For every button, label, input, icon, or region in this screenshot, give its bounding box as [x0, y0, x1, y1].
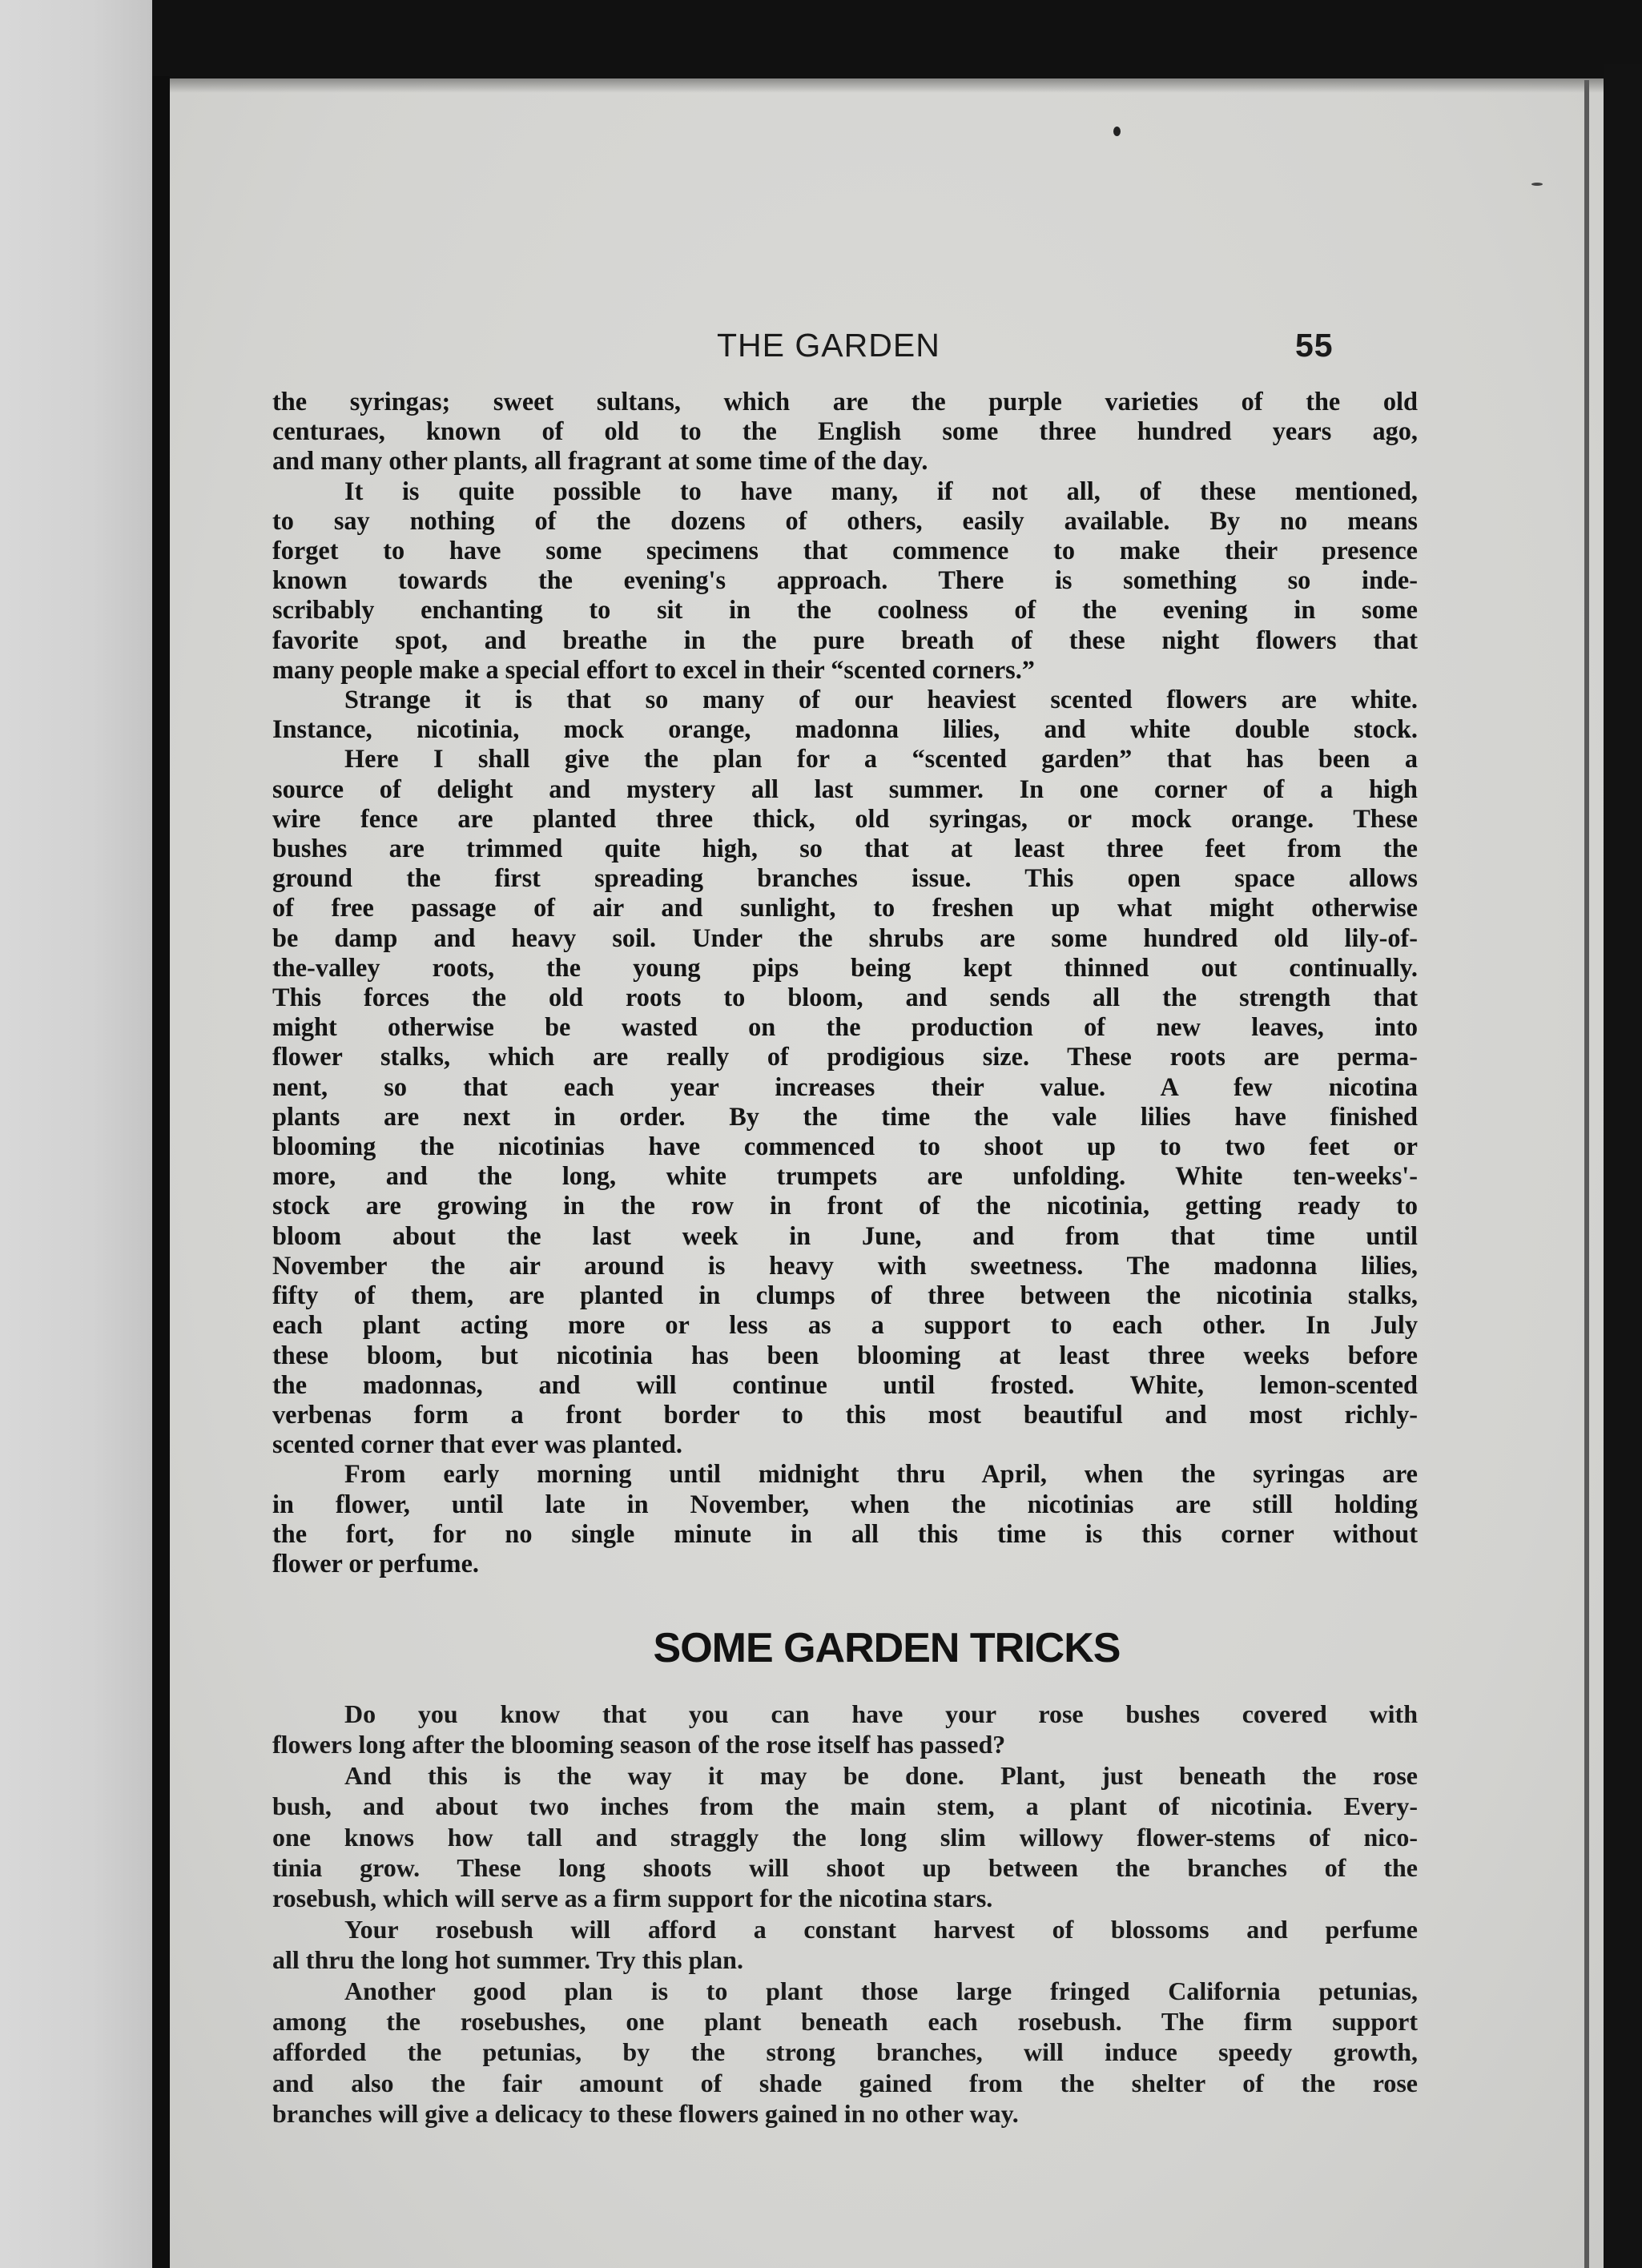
article-body: [272, 387, 1418, 1578]
text-line: flower stalks, which are really of prodigious size. These roots are perma-: [272, 1042, 1418, 1072]
text-line: all thru the long hot summer. Try this plan.: [272, 1945, 743, 1975]
paragraph: [272, 1459, 1418, 1578]
text-line: bloom about the last week in June, and from that time until: [272, 1220, 1418, 1250]
text-line: scribably enchanting to sit in the coolness of the evening in some: [272, 595, 1418, 625]
text-line: Instance, nicotinia, mock orange, madonna lilies, and white double stock.: [272, 714, 1418, 744]
text-line: November the air around is heavy with sweetness. The madonna lilies,: [272, 1250, 1418, 1280]
text-line: the-valley roots, the young pips being kept thinned out continually.: [272, 952, 1418, 982]
text-line: to say nothing of the dozens of others, easily available. By no means: [272, 505, 1418, 535]
paragraph: [272, 1976, 1418, 2129]
text-line: bushes are trimmed quite high, so that at least three feet from the: [272, 834, 1418, 863]
paragraph: [272, 1699, 1418, 1760]
text-line: Your rosebush will afford a constant harvest of blossoms and perfume: [344, 1914, 1418, 1944]
text-line: each plant acting more or less as a support to each other. In July: [272, 1310, 1418, 1340]
running-title: THE GARDEN: [717, 327, 940, 364]
book-binding-edge: [152, 76, 170, 2268]
text-line: It is quite possible to have many, if not all, of these mentioned,: [344, 476, 1418, 505]
text-line: rosebush, which will serve as a firm support for the nicotina stars.: [272, 1884, 993, 1913]
text-line: branches will give a delicacy to these flowers gained in no other way.: [272, 2099, 1019, 2129]
paragraph: [272, 387, 1418, 477]
text-line: favorite spot, and breathe in the pure breath of these night flowers that: [272, 625, 1418, 654]
text-line: among the rosebushes, one plant beneath each rosebush. The firm support: [272, 2007, 1418, 2037]
text-line: Another good plan is to plant those large fringed California petunias,: [344, 1976, 1418, 2005]
text-line: flowers long after the blooming season of the rose itself has passed?: [272, 1730, 1006, 1759]
page-edge-line: [1584, 80, 1589, 2268]
text-line: wire fence are planted three thick, old syringas, or mock orange. These: [272, 803, 1418, 833]
text-line: blooming the nicotinias have commenced to shoot up to two feet or: [272, 1132, 1418, 1161]
paragraph: [272, 685, 1418, 744]
text-line: stock are growing in the row in front of the nicotinia, getting ready to: [272, 1191, 1418, 1220]
text-line: source of delight and mystery all last summer. In one corner of a high: [272, 774, 1418, 803]
text-line: might otherwise be wasted on the production of new leaves, into: [272, 1012, 1418, 1042]
text-line: known towards the evening's approach. There is something so inde-: [272, 565, 1418, 595]
text-line: the syringas; sweet sultans, which are the purple varieties of the old: [272, 387, 1418, 416]
page-top-shadow: [170, 78, 1604, 93]
text-line: centuraes, known of old to the English some three hundred years ago,: [272, 416, 1418, 446]
text-line: these bloom, but nicotinia has been blooming at least three weeks before: [272, 1340, 1418, 1369]
text-line: many people make a special effort to excel in their “scented corners.”: [272, 654, 1035, 684]
text-line: the madonnas, and will continue until frosted. White, lemon-scented: [272, 1369, 1418, 1399]
text-line: in flower, until late in November, when the nicotinias are still holding: [272, 1489, 1418, 1518]
text-line: afforded the petunias, by the strong branches, will induce speedy growth,: [272, 2037, 1418, 2067]
text-line: Here I shall give the plan for a “scented garden” that has been a: [344, 744, 1418, 774]
facing-page-edge: [0, 0, 152, 2268]
text-line: and also the fair amount of shade gained from the shelter of the rose: [272, 2068, 1418, 2097]
paragraph: [272, 1760, 1418, 1914]
text-line: Do you know that you can have your rose bushes covered with: [344, 1699, 1418, 1728]
text-line: be damp and heavy soil. Under the shrubs are some hundred old lily-of-: [272, 923, 1418, 952]
text-line: Strange it is that so many of our heaviest scented flowers are white.: [344, 685, 1418, 714]
book-page: [170, 78, 1604, 2268]
text-line: verbenas form a front border to this most beautiful and most richly-: [272, 1399, 1418, 1429]
text-line: scented corner that ever was planted.: [272, 1430, 682, 1459]
ink-speck: [1113, 127, 1121, 136]
text-line: bush, and about two inches from the main stem, a plant of nicotinia. Every-: [272, 1791, 1418, 1821]
text-line: And this is the way it may be done. Plant, just beneath the rose: [344, 1760, 1418, 1790]
text-line: fifty of them, are planted in clumps of three between the nicotinia stalks,: [272, 1281, 1418, 1310]
text-line: plants are next in order. By the time the vale lilies have finished: [272, 1101, 1418, 1131]
text-line: of free passage of air and sunlight, to freshen up what might otherwise: [272, 893, 1418, 923]
text-line: tinia grow. These long shoots will shoot up between the branches of the: [272, 1853, 1418, 1883]
ink-speck: [1531, 183, 1543, 186]
text-line: one knows how tall and straggly the long slim willowy flower-stems of nico-: [272, 1822, 1418, 1852]
scan-right-border: [1604, 64, 1642, 2268]
text-line: From early morning until midnight thru April, when the syringas are: [344, 1459, 1418, 1489]
text-line: This forces the old roots to bloom, and sends all the strength that: [272, 983, 1418, 1012]
running-header: [170, 320, 1604, 368]
section-heading: SOME GARDEN TRICKS: [653, 1625, 1121, 1671]
text-line: more, and the long, white trumpets are unfolding. White ten-weeks'-: [272, 1161, 1418, 1191]
section-body: [272, 1699, 1418, 2129]
text-line: flower or perfume.: [272, 1548, 479, 1578]
paragraph: [272, 1914, 1418, 1976]
scan-top-border: [0, 0, 1642, 78]
text-line: and many other plants, all fragrant at some time of the day.: [272, 446, 928, 476]
paragraph: [272, 477, 1418, 685]
text-line: the fort, for no single minute in all this time is this corner without: [272, 1518, 1418, 1548]
text-line: nent, so that each year increases their value. A few nicotina: [272, 1072, 1418, 1101]
paragraph: [272, 744, 1418, 1459]
text-line: ground the first spreading branches issue. This open space allows: [272, 863, 1418, 893]
page-number: 55: [1295, 327, 1334, 364]
text-line: forget to have some specimens that commence to make their presence: [272, 536, 1418, 565]
